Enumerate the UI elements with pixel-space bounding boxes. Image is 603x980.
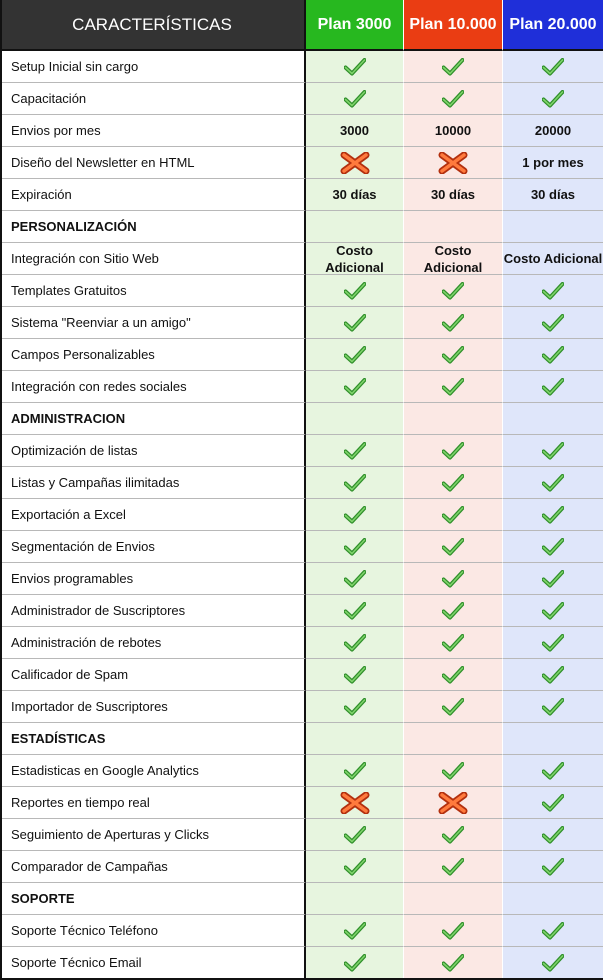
check-icon [442,570,464,588]
check-icon [442,282,464,300]
cross-icon [340,152,370,174]
plan-1-cell [306,563,404,595]
feature-label: Importador de Suscriptores [0,691,306,723]
plan-1-cell [306,659,404,691]
plan-2-cell [404,595,503,627]
plan-3-cell [503,691,603,723]
plan-3-cell [503,115,603,147]
plan-2-cell [404,851,503,883]
table-row [0,51,603,83]
feature-label: Templates Gratuitos [0,275,306,307]
plan-3000-header: Plan 3000 [306,0,404,51]
table-row [0,947,603,979]
check-icon [442,922,464,940]
check-icon [344,602,366,620]
feature-label: Integración con Sitio Web [0,243,306,275]
check-icon [344,570,366,588]
plan-3-cell [503,787,603,819]
cross-icon [438,792,468,814]
plan-2-cell [404,403,503,435]
table-row [0,83,603,115]
plan-1-cell [306,947,404,979]
check-icon [344,922,366,940]
check-icon [542,378,564,396]
plan-3-cell [503,755,603,787]
feature-label: Diseño del Newsletter en HTML [0,147,306,179]
feature-label: Envios programables [0,563,306,595]
plan-3-cell [503,51,603,83]
check-icon [344,346,366,364]
table-row [0,563,603,595]
check-icon [442,858,464,876]
section-row [0,403,603,435]
feature-label: Capacitación [0,83,306,115]
cross-icon [438,152,468,174]
plan-3-cell [503,723,603,755]
plan-3-cell [503,627,603,659]
table-row [0,307,603,339]
plan-1-cell [306,851,404,883]
plan-1-cell [306,723,404,755]
plan-2-cell [404,339,503,371]
plan-2-cell [404,371,503,403]
plan-value: 1 por mes [522,155,584,170]
plan-1-cell [306,243,404,275]
plan-value: 30 días [530,187,576,202]
check-icon [442,506,464,524]
feature-label: Optimización de listas [0,435,306,467]
plan-value: Costo Adicional [423,242,483,275]
check-icon [344,858,366,876]
check-icon [344,538,366,556]
feature-label: Exportación a Excel [0,499,306,531]
check-icon [344,634,366,652]
plan-1-cell [306,691,404,723]
check-icon [344,282,366,300]
feature-label: Administración de rebotes [0,627,306,659]
plan-1-cell [306,819,404,851]
table-row [0,627,603,659]
plan-3-cell [503,243,603,275]
features-column-header: CARACTERÍSTICAS [0,0,306,51]
feature-label: Campos Personalizables [0,339,306,371]
check-icon [442,826,464,844]
check-icon [442,698,464,716]
check-icon [442,602,464,620]
check-icon [542,506,564,524]
plan-1-cell [306,915,404,947]
plan-1-cell [306,211,404,243]
table-row [0,915,603,947]
plan-10000-header: Plan 10.000 [404,0,503,51]
plan-2-cell [404,211,503,243]
plan-2-cell [404,531,503,563]
table-row [0,179,603,211]
table-row [0,435,603,467]
feature-label: Calificador de Spam [0,659,306,691]
check-icon [442,954,464,972]
table-row [0,659,603,691]
check-icon [442,442,464,460]
plan-2-cell [404,83,503,115]
feature-label: Estadisticas en Google Analytics [0,755,306,787]
plan-3-cell [503,307,603,339]
feature-label: Soporte Técnico Email [0,947,306,979]
check-icon [344,826,366,844]
check-icon [542,826,564,844]
check-icon [344,90,366,108]
plan-3-cell [503,595,603,627]
check-icon [344,666,366,684]
table-row [0,531,603,563]
section-title: SOPORTE [0,883,306,915]
table-row [0,371,603,403]
plan-1-cell [306,339,404,371]
check-icon [542,858,564,876]
plan-3-cell [503,339,603,371]
plan-value: Costo Adicional [503,251,603,266]
feature-label: Soporte Técnico Teléfono [0,915,306,947]
plan-1-cell [306,499,404,531]
plan-2-cell [404,115,503,147]
plan-1-cell [306,371,404,403]
plan-2-cell [404,723,503,755]
plan-3-cell [503,499,603,531]
check-icon [442,666,464,684]
table-row [0,755,603,787]
section-row [0,883,603,915]
plan-2-cell [404,659,503,691]
feature-label: Reportes en tiempo real [0,787,306,819]
plan-3-cell [503,851,603,883]
check-icon [442,634,464,652]
check-icon [442,90,464,108]
plan-3-cell [503,435,603,467]
check-icon [344,506,366,524]
plan-3-cell [503,563,603,595]
plan-2-cell [404,467,503,499]
check-icon [542,442,564,460]
feature-label: Setup Inicial sin cargo [0,51,306,83]
check-icon [344,762,366,780]
plan-3-cell [503,179,603,211]
check-icon [344,442,366,460]
feature-label: Seguimiento de Aperturas y Clicks [0,819,306,851]
table-row [0,819,603,851]
section-row [0,723,603,755]
table-row [0,339,603,371]
plan-3-cell [503,947,603,979]
plan-2-cell [404,691,503,723]
check-icon [542,314,564,332]
check-icon [542,922,564,940]
plan-2-cell [404,563,503,595]
table-row [0,147,603,179]
plan-2-cell [404,275,503,307]
plan-2-cell [404,915,503,947]
plan-2-cell [404,435,503,467]
feature-label: Administrador de Suscriptores [0,595,306,627]
check-icon [442,762,464,780]
plan-2-cell [404,947,503,979]
plan-1-cell [306,755,404,787]
check-icon [442,346,464,364]
plan-3-cell [503,275,603,307]
check-icon [442,58,464,76]
plan-2-cell [404,755,503,787]
plan-3-cell [503,371,603,403]
feature-label: Listas y Campañas ilimitadas [0,467,306,499]
plan-3-cell [503,883,603,915]
table-row [0,499,603,531]
table-row [0,115,603,147]
check-icon [542,474,564,492]
plan-1-cell [306,83,404,115]
plan-1-cell [306,883,404,915]
feature-label: Sistema "Reenviar a un amigo" [0,307,306,339]
plan-3-cell [503,147,603,179]
check-icon [344,58,366,76]
table-row [0,787,603,819]
plan-20000-header: Plan 20.000 [503,0,603,51]
plan-3-cell [503,83,603,115]
table-body [0,51,603,979]
check-icon [344,954,366,972]
table-header [0,0,603,51]
plan-1-cell [306,403,404,435]
feature-label: Integración con redes sociales [0,371,306,403]
check-icon [542,954,564,972]
check-icon [344,378,366,396]
section-title: PERSONALIZACIÓN [0,211,306,243]
feature-label: Envios por mes [0,115,306,147]
plan-2-cell [404,787,503,819]
check-icon [344,474,366,492]
plan-1-cell [306,531,404,563]
plan-1-cell [306,179,404,211]
table-row [0,243,603,275]
plan-2-cell [404,179,503,211]
section-row [0,211,603,243]
plan-1-cell [306,467,404,499]
plan-2-cell [404,883,503,915]
plan-value: 3000 [340,123,369,138]
plan-value: 10000 [434,123,472,138]
check-icon [542,602,564,620]
check-icon [442,314,464,332]
check-icon [542,794,564,812]
feature-label: Segmentación de Envios [0,531,306,563]
plan-3-cell [503,659,603,691]
feature-label: Expiración [0,179,306,211]
plan-1-cell [306,787,404,819]
check-icon [344,698,366,716]
table-row [0,595,603,627]
table-left-border [0,0,2,980]
check-icon [442,474,464,492]
check-icon [542,570,564,588]
plan-value: 30 días [430,187,476,202]
check-icon [442,378,464,396]
check-icon [542,666,564,684]
table-row [0,691,603,723]
plan-1-cell [306,435,404,467]
check-icon [542,58,564,76]
plan-2-cell [404,147,503,179]
table-row [0,275,603,307]
check-icon [344,314,366,332]
check-icon [542,282,564,300]
plan-2-cell [404,307,503,339]
plan-3-cell [503,403,603,435]
section-title: ADMINISTRACION [0,403,306,435]
plan-1-cell [306,627,404,659]
plan-value: 20000 [534,123,572,138]
plan-2-cell [404,243,503,275]
plan-1-cell [306,147,404,179]
plan-value: 30 días [332,187,377,202]
feature-label: Comparador de Campañas [0,851,306,883]
section-title: ESTADÍSTICAS [0,723,306,755]
plan-1-cell [306,51,404,83]
cross-icon [340,792,370,814]
plan-1-cell [306,595,404,627]
plan-2-cell [404,51,503,83]
table-row [0,467,603,499]
plan-3-cell [503,531,603,563]
check-icon [542,90,564,108]
check-icon [542,698,564,716]
plan-3-cell [503,819,603,851]
plan-3-cell [503,211,603,243]
plan-1-cell [306,307,404,339]
plan-3-cell [503,915,603,947]
check-icon [542,762,564,780]
check-icon [542,538,564,556]
plan-3-cell [503,467,603,499]
plan-2-cell [404,627,503,659]
check-icon [442,538,464,556]
check-icon [542,634,564,652]
plan-2-cell [404,819,503,851]
check-icon [542,346,564,364]
table-row [0,851,603,883]
plan-2-cell [404,499,503,531]
plan-value: Costo Adicional [325,242,384,275]
plan-1-cell [306,115,404,147]
plan-1-cell [306,275,404,307]
